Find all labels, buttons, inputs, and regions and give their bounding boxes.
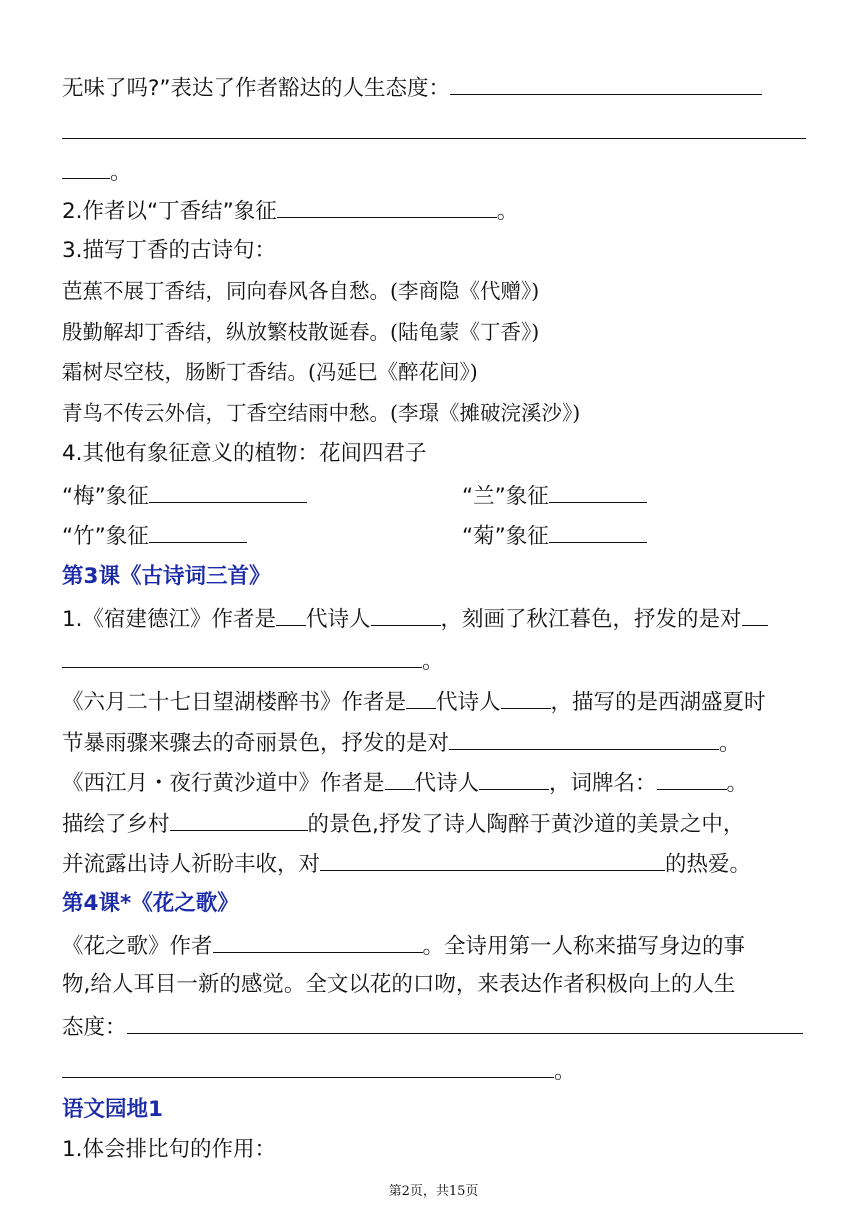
text-line: 《西江月・夜行黄沙道中》作者是 代诗人 ，词牌名： 。 (62, 767, 748, 799)
text-line: 。 (62, 1055, 576, 1087)
fill-blank[interactable] (479, 767, 549, 790)
plant-row: “菊”象征 (462, 520, 647, 552)
text-line: 1.体会排比句的作用： (62, 1137, 277, 1162)
fill-blank[interactable] (371, 603, 441, 626)
fill-blank[interactable] (127, 1011, 803, 1034)
fill-blank[interactable] (62, 645, 422, 668)
page-footer: 第2页，共15页 (388, 1184, 479, 1199)
text-line: 《花之歌》作者 。全诗用第一人称来描写身边的事 (62, 930, 745, 962)
section-heading: 第4课*《花之歌》 (62, 891, 239, 916)
text-line: 4.其他有象征意义的植物：花间四君子 (62, 441, 427, 466)
section-heading: 第3课《古诗词三首》 (62, 564, 271, 589)
text-line: 物,给人耳目一新的感觉。全文以花的口吻，来表达作者积极向上的人生 (62, 972, 736, 997)
poem-line: 芭蕉不展丁香结，同向春风各自愁。(李商隐《代赠》) (62, 279, 540, 303)
text-line: 并流露出诗人祈盼丰收，对 的热爱。 (62, 848, 751, 880)
plant-row: “兰”象征 (462, 480, 647, 512)
plant-row: “梅”象征 (62, 480, 307, 512)
poem-line: 霜树尽空枝，肠断丁香结。(冯延巳《醉花间》) (62, 360, 478, 384)
fill-blank[interactable] (385, 767, 415, 790)
fill-blank[interactable] (62, 1055, 554, 1078)
fill-blank[interactable] (213, 930, 423, 953)
text-line: 。 (62, 156, 132, 188)
text-line: 描绘了乡村 的景色,抒发了诗人陶醉于黄沙道的美景之中， (62, 808, 744, 840)
text-line: 《六月二十七日望湖楼醉书》作者是 代诗人 ，描写的是西湖盛夏时 (62, 686, 766, 718)
fill-blank[interactable] (277, 195, 497, 218)
text-line: 无味了吗?”表达了作者豁达的人生态度： (62, 72, 762, 104)
fill-blank[interactable] (549, 520, 647, 543)
fill-blank[interactable] (320, 848, 665, 871)
poem-line: 青鸟不传云外信，丁香空结雨中愁。(李璟《摊破浣溪沙》) (62, 401, 581, 425)
fill-blank[interactable] (657, 767, 727, 790)
fill-blank[interactable] (276, 603, 306, 626)
text-line: 。 (62, 645, 444, 677)
poem-line: 殷勤解却丁香结，纵放繁枝散诞春。(陆龟蒙《丁香》) (62, 320, 540, 344)
fill-blank[interactable] (62, 138, 806, 139)
section-heading: 语文园地1 (62, 1097, 163, 1122)
text-line: 3.描写丁香的古诗句： (62, 238, 277, 263)
text-line: 2.作者以“丁香结”象征 。 (62, 195, 518, 227)
fill-blank[interactable] (501, 686, 551, 709)
fill-blank[interactable] (170, 808, 308, 831)
text-line: 节暴雨骤来骤去的奇丽景色，抒发的是对 。 (62, 727, 741, 759)
fill-blank[interactable] (449, 727, 719, 750)
fill-blank[interactable] (149, 480, 307, 503)
text-line: 1.《宿建德江》作者是 代诗人 ，刻画了秋江暮色，抒发的是对 (62, 603, 768, 635)
fill-blank[interactable] (450, 72, 762, 95)
text-line: 态度： (62, 1011, 803, 1043)
fill-blank[interactable] (742, 603, 768, 626)
fill-blank[interactable] (406, 686, 436, 709)
fill-blank[interactable] (62, 156, 110, 179)
plant-row: “竹”象征 (62, 520, 247, 552)
fill-blank[interactable] (149, 520, 247, 543)
fill-blank[interactable] (549, 480, 647, 503)
